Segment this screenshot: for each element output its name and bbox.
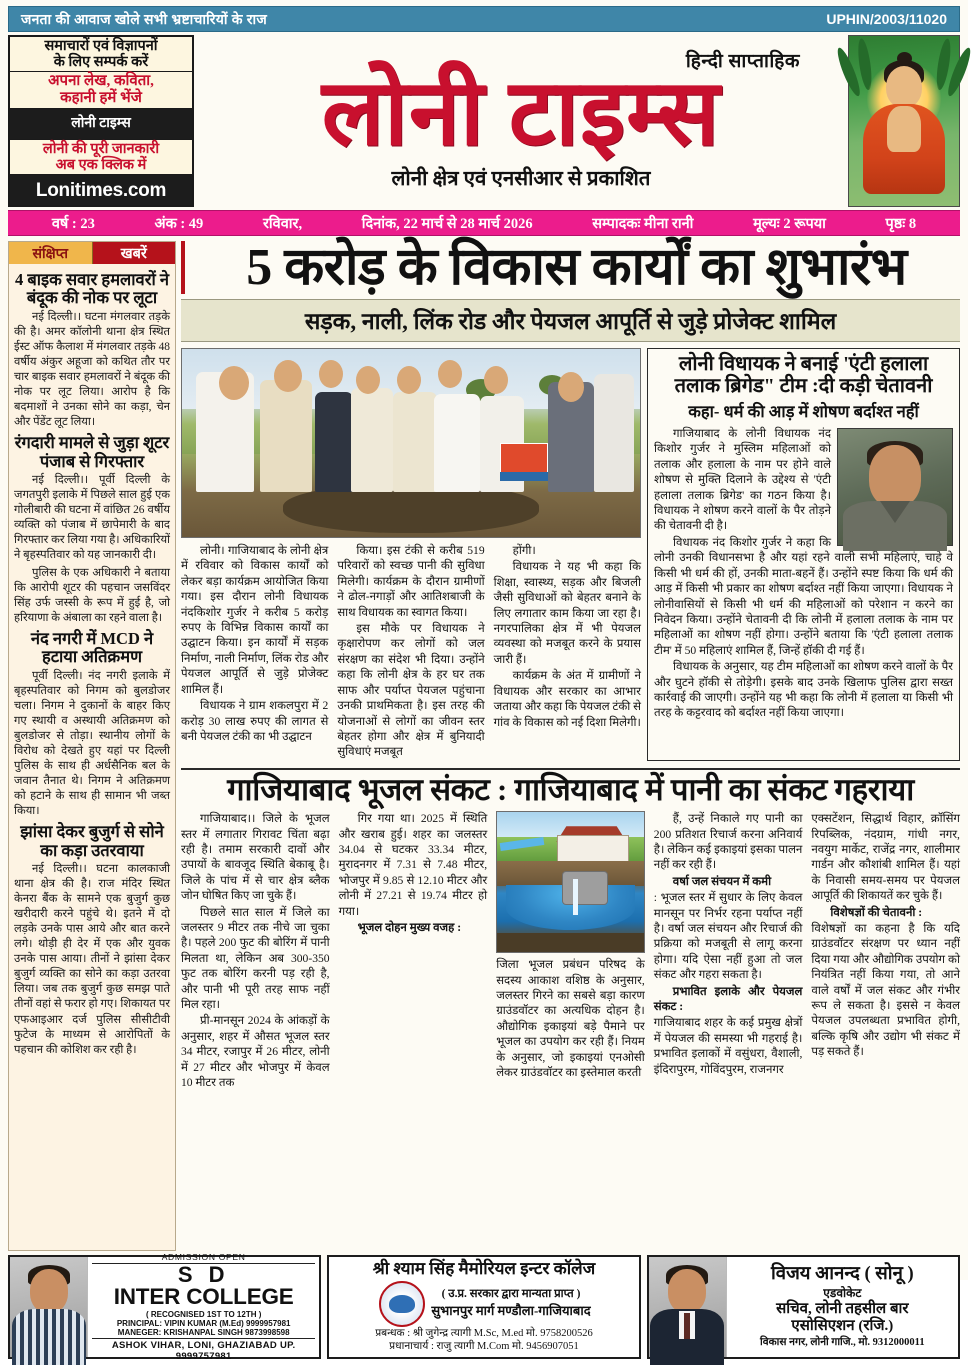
- lead-paragraph: होंगी।: [512, 544, 536, 558]
- mla-subheadline: कहा- धर्म की आड़ में शोषण बर्दाश्त नहीं: [688, 402, 919, 422]
- mla-paragraph: विधायक नंद किशोर गुर्जर ने कहा कि लोनी उनकी विधानसभा है और यहां रहने वाली सभी महिलाएं, चाहे वे किसी भी धर्म की हों, उनकी माता-बहनें हैं। उन्होंने स्पष्ट किया कि धर्म की आड़ में किसी भी प्रकार का शोषण बर्दाश्त नहीं किया जाएगा। विधायक ने लोनीवासियों से किसी भी धर्म की महिलाओं को परेशान न करने का निवेदन किया। उन्होंने चेतावनी दी कि लोनी में हलाला तलाक के नाम पर महिलाओं का शोषण नहीं होगा। उन्होंने बताया कि 'एंटी हलाला तलाक टीम' में 50 महिलाएं शामिल हैं, जिन्हें हॉकी दी गई हैं।: [654, 535, 953, 657]
- photo-person: [315, 392, 353, 492]
- page-title: 5 करोड़ के विकास कार्यों का शुभारंभ: [246, 239, 907, 296]
- masthead-logo: [198, 35, 844, 207]
- masthead-slogan: जनता की आवाज खोले सभी भ्रष्टाचारियों के राज: [21, 10, 267, 27]
- gw-paragraph: गाजियाबाद।। जिले के भूजल स्तर में लगातार गिरावट चिंता बढ़ा रही है। तमाम सरकारी दावों और उपायों के बावजूद स्थिति बेकाबू है। जिले के पांच में से चार क्षेत्र ब्लैक जोन घोषित किए जा चुके हैं।: [181, 812, 330, 903]
- groundwater-story: [181, 768, 960, 1092]
- brief-body: नई दिल्ली।। घटना मंगलवार तड़के की है। अमर कॉलोनी थाना क्षेत्र स्थित ईस्ट ऑफ कैलाश में मंगलवार तड़के 48 वर्षीय अंकुर अहूजा को कथित तौर पर चार बाइक सवार हमलावरों ने बंदूक की नोक पर लूट लिया। आरोप है कि बदमाशों ने उनका सोने का कड़ा, चेन और पेंडेंट लूट लिया।: [14, 310, 170, 429]
- photo-person: [434, 394, 480, 492]
- brief-body: नई दिल्ली।। घटना कालकाजी थाना क्षेत्र की है। राज मंदिर स्थित केनरा बैंक के सामने एक बुजुर्ग कुछ खरीदारी करने पहुंचे थे। इतने में दो लड़के उनके पास आये और बात करने लगे। थोड़ी ही देर में एक और युवक उनके पास आया। तीनों ने झांसा देकर बुजुर्ग व्यक्ति का सोने का कड़ा उतरवा लिया। जब तक बुजुर्ग कुछ समझ पाते तीनों वहां से फरार हो गए। शिकायत पर एफआइआर दर्ज पुलिस सीसीटीवी फुटेज के माध्यम से आरोपितों के पहचान की कोशिश कर रही है।: [14, 863, 170, 1056]
- groundwater-columns: [181, 811, 960, 1091]
- ad-person-shirt: [12, 1309, 86, 1365]
- newspaper-title: लोनी टाइम्स: [321, 61, 721, 164]
- contact-line-6: लोनी की पूरी जानकारी: [42, 140, 160, 157]
- registration-number: UPHIN/2003/11020: [826, 11, 947, 27]
- info-pages: पृष्ठः 8: [885, 216, 917, 232]
- college-emblem-icon: [379, 1281, 425, 1327]
- newspaper-tagline: लोनी क्षेत्र एवं एनसीआर से प्रकाशित: [391, 168, 651, 191]
- gw-col-5: [811, 811, 960, 1091]
- ad-address: विकास नगर, लोनी गाजि., मो. 9312000011: [760, 1337, 925, 1348]
- briefs-column: [8, 241, 176, 1251]
- gw-paragraph: : भूजल स्तर में सुधार के लिए केवल मानसून पर निर्भर रहना पर्याप्त नहीं है। वर्षा जल संचयन और रिचार्ज की प्रक्रिया को मजबूती से लागू करना होगा। यदि ऐसा नहीं हुआ तो जल संकट और गहरा सकता है।: [653, 891, 803, 982]
- ad-recognition: ( RECOGNISED 1ST TO 12TH ): [145, 1309, 262, 1319]
- portrait-head: [869, 445, 921, 507]
- ad-text-block: [88, 1252, 319, 1362]
- mla-headline-line-2: तलाक ब्रिगेड" टीम :दी कड़ी चेतावनी: [674, 375, 933, 398]
- illustration-bedrock: [497, 933, 644, 953]
- info-price: मूल्यः 2 रूपया: [753, 216, 826, 232]
- buddha-image: [848, 35, 960, 207]
- mla-headline-line-1: लोनी विधायक ने बनाई 'एंटी हलाला: [678, 353, 929, 376]
- mla-story-body: [654, 426, 953, 721]
- contact-brand: लोनी टाइम्स: [71, 116, 131, 132]
- story-row-one: [181, 348, 960, 761]
- photo-person: [351, 388, 393, 492]
- briefs-tabs: [9, 242, 175, 264]
- ad-person-photo: [10, 1257, 88, 1357]
- list-item[interactable]: [14, 434, 170, 625]
- gw-paragraph: प्री-मानसून 2024 के आंकड़ों के अनुसार, शहर में औसत भूजल स्तर 34 मीटर, रजापुर में 26 मीटर, लोनी में 27 मीटर और भोजपुर में केवल 10 मीटर तक: [181, 1014, 330, 1090]
- gw-paragraph: गिर गया था। 2025 में स्थिति और खराब हुई। शहर का जलस्तर 34.04 से घटकर 33.34 मीटर, मुरादनगर में 7.31 से 7.48 मीटर, भोजपुर में 9.85 से 12.10 मीटर और लोनी में 27.21 से 19.74 मीटर हो गया।: [338, 812, 488, 918]
- ad-college-name: INTER COLLEGE: [113, 1284, 294, 1310]
- lead-paragraph: विधायक ने यह भी कहा कि शिक्षा, स्वास्थ्य, सड़क और बिजली जैसी सुविधाओं को बेहतर बनाने के लिए लगातार काम किया जा रहा है। नगरपालिका क्षेत्र में भी पेयजल व्यवस्था को मजबूत करने के प्रयास जारी हैं।: [493, 560, 641, 666]
- ad-person-tie: [684, 1313, 690, 1339]
- photo-person-head: [558, 372, 584, 402]
- illustration-well: [562, 871, 608, 905]
- lead-story-columns: [181, 543, 641, 761]
- photo-person: [393, 392, 437, 492]
- photo-person-head: [274, 360, 302, 392]
- advertisement-row: [8, 1252, 960, 1362]
- gw-subhead: प्रभावित इलाके और पेयजल संकट :: [653, 984, 803, 1014]
- ad-principal: प्रधानाचार्य : राजु त्यागी M.Com मो. 9456907051: [389, 1341, 579, 1353]
- lead-paragraph: किया। इस टंकी से करीब 519 परिवारों को स्वच्छ पानी की सुविधा मिलेगी। कार्यक्रम के दौरान ग्रामीणों ने ढोल-नगाड़ों और आतिशबाजी के साथ विधायक का स्वागत किया।: [337, 544, 485, 619]
- ad-vijay-anand-advocate[interactable]: [647, 1255, 960, 1359]
- ad-approval: ( उ.प्र. सरकार द्वारा मान्यता प्राप्त ): [441, 1288, 581, 1301]
- gw-paragraph: पिछले सात साल में जिले का जलस्तर 9 मीटर तक नीचे जा चुका है। पहले 200 फुट की बोरिंग में पानी मिलता था, लेकिन अब 300-350 फुट तक बोरिंग करनी पड़ रही है, और पानी भी पूरी तरह साफ नहीं मिल रहा।: [181, 905, 330, 1012]
- main-area: [181, 241, 960, 1251]
- contact-line-4: कहानी हमें भेंजे: [60, 90, 142, 107]
- ad-text-block: [329, 1257, 638, 1357]
- photo-signboard-strip: [500, 472, 548, 481]
- groundwater-illustration: [496, 811, 645, 953]
- lead-paragraph: कार्यक्रम के अंत में ग्रामीणों ने विधायक और सरकार का आभार जताया और कहा कि पेयजल टंकी से गांव के विकास को नई दिशा मिलेगी।: [493, 669, 641, 729]
- brief-body: नई दिल्ली।। पूर्वी दिल्ली के जगतपुरी इलाके में पिछले साल हुई एक गोलीबारी की घटना में वांछित 26 वर्षीय व्यक्ति को पंजाब में छापेमारी के बाद गिरफ्तार कर लिया गया है। अधिकारियों ने बृहस्पतिवार को यह जानकारी दी।: [14, 474, 170, 562]
- ad-address: ASHOK VIHAR, LONI, GHAZIABAD UP. 9999757981: [92, 1338, 315, 1362]
- briefs-list: [9, 264, 175, 1064]
- ad-person-photo: [649, 1257, 727, 1357]
- gw-col-2: [339, 811, 488, 1091]
- lead-paragraph: विधायक ने ग्राम शकलपुरा में 2 करोड़ 30 लाख रुपए की लागत से बनी पेयजल टंकी का भी उद्घाटन: [181, 699, 329, 743]
- mla-paragraph: गाजियाबाद के लोनी विधायक नंद किशोर गुर्जर ने मुस्लिम महिलाओं को तलाक और हलाला के नाम पर होने वाले शोषण से मुक्ति दिलाने के उद्देश्य से 'एंटी हलाला तलाक ब्रिगेड' का गठन किया है। विधायक ने शोषण करने वालों के पैर तोड़ने की चेतावनी दी है।: [654, 427, 831, 533]
- ad-college-initials: S D: [177, 1262, 230, 1288]
- ad-address: सुभानपुर मार्ग मण्डौला-गाजियाबाद: [431, 1303, 591, 1319]
- tab-khabren[interactable]: खबरें: [93, 242, 176, 264]
- gw-paragraph: एक्सटेंशन, सिद्धार्थ विहार, क्रॉसिंग रिपब्लिक, नंदग्राम, गांधी नगर, नवयुग मार्केट, राजेंद्र नगर, शालीमार गार्डन और कौशांबी शामिल हैं। यहां के निवासी समय-समय पर पेयजल आपूर्ति की शिकायतें कर चुके हैं।: [811, 812, 960, 903]
- mla-paragraph: विधायक के अनुसार, यह टीम महिलाओं का शोषण करने वालों के पैर और घुटने हॉकी से तोड़ेगी। इसके बाद उनके खिलाफ पुलिस द्वारा सख्त कार्रवाई की जाएगी। उन्होंने यह भी कहा कि लोनी में हलाला या किसी भी तरह के कट्टरवाद को बर्दाश्त नहीं किया जाएगा।: [654, 660, 953, 720]
- mla-story: [647, 348, 960, 761]
- lead-story: [181, 348, 641, 761]
- lead-headline-block: [181, 241, 960, 294]
- brief-headline: नंद नगरी में MCD ने हटाया अतिक्रमण: [30, 628, 154, 667]
- ad-shyam-singh-college[interactable]: [327, 1255, 640, 1359]
- buddha-head: [886, 66, 922, 108]
- list-item[interactable]: [14, 271, 170, 430]
- info-editor: सम्पादकः मीना रानी: [592, 216, 694, 232]
- masthead: [8, 35, 960, 207]
- lead-col-3: [494, 543, 641, 761]
- contact-advert-box: [8, 35, 194, 207]
- contact-brand-row: [10, 109, 192, 140]
- contact-line-2: के लिए सम्पर्क करें: [53, 54, 149, 71]
- groundwater-headline: गाजियाबाद भूजल संकट : गाजियाबाद में पानी का संकट गहराया: [227, 771, 914, 807]
- list-item[interactable]: [14, 823, 170, 1058]
- gw-col-1: [181, 811, 330, 1091]
- gw-col-4: [654, 811, 803, 1091]
- brief-headline: रंगदारी मामले से जुड़ा शूटर पंजाब से गिरफ्तार: [14, 433, 170, 471]
- gw-col-3: [496, 811, 645, 1091]
- gw-paragraph: विशेषज्ञों का कहना है कि यदि ग्राउंडवॉटर संरक्षण पर ध्यान नहीं दिया गया और औद्योगिक उपयोग को नियंत्रित नहीं किया गया, तो आने वाले वर्षों में जल संकट और गंभीर रूप ले सकता है। इससे न केवल पेयजल उपलब्धता प्रभावित होगी, बल्कि कृषि और उद्योग भी संकट में पड़ सकते हैं।: [811, 922, 960, 1059]
- website-link[interactable]: Lonitimes.com: [35, 179, 167, 201]
- gw-subhead: वर्षा जल संचयन में कमी: [672, 874, 772, 888]
- info-issue: अंक : 49: [154, 216, 204, 232]
- ad-manager: MANEGER: KRISHANPAL SINGH 9873998598: [117, 1327, 290, 1337]
- illustration-pipe: [573, 879, 578, 915]
- mla-portrait-photo: [837, 428, 953, 546]
- contact-line-3: अपना लेख, कविता,: [48, 73, 154, 90]
- ad-college-name: श्री श्याम सिंह मैमोरियल इन्टर कॉलेज: [372, 1259, 596, 1279]
- ad-person-name: विजय आनन्द ( सोनू ): [771, 1263, 914, 1284]
- tab-sankshipt[interactable]: संक्षिप्त: [9, 242, 93, 264]
- info-day: रविवार,: [262, 216, 303, 232]
- issue-info-bar: [8, 210, 960, 236]
- contact-line-6-7: [10, 140, 192, 175]
- hindi-weekly-label: हिन्दी साप्ताहिक: [685, 51, 800, 72]
- lead-paragraph: इस मौके पर विधायक ने कृक्षारोपण कर लोगों को जल संरक्षण का संदेश भी दिया। उन्होंने कहा कि लोनी क्षेत्र के हर घर तक साफ और पर्याप्त पेयजल पहुंचाना उनकी प्राथमिकता है। इस तरह की योजनाओं से लोगों का जीवन स्तर बेहतर होगा और क्षेत्र में बुनियादी सुविधाएं मजबूत: [337, 622, 485, 759]
- ad-manager: प्रबन्धक : श्री जुगेन्द्र त्यागी M.Sc, M.ed मो. 9758200526: [375, 1327, 593, 1339]
- page-content: [8, 241, 960, 1251]
- info-date: दिनांक, 22 मार्च से 28 मार्च 2026: [361, 216, 533, 232]
- gw-paragraph: हैं, उन्हें निकाले गए पानी का 200 प्रतिशत रिचार्ज करना अनिवार्य है। लेकिन कई इकाइयां इसका पालन नहीं कर रही हैं।: [653, 812, 803, 872]
- lead-col-1: [181, 543, 328, 761]
- photo-person-head: [356, 366, 380, 394]
- contact-website-row[interactable]: [10, 175, 192, 205]
- ad-principal: PRINCIPAL: VIPIN KUMAR (M.Ed) 9999957981: [116, 1318, 291, 1328]
- photo-person-head: [219, 366, 249, 400]
- contact-line-1: समाचारों एवं विज्ञापनों: [44, 38, 158, 54]
- ad-role-line-2: एसोसिएशन (रजि.): [791, 1318, 894, 1335]
- top-strip: [8, 6, 960, 32]
- brief-body: पूर्वी दिल्ली। नंद नगरी इलाके में बृहस्पतिवार को निगम को बुलडोजर चला। निगम ने दुकानों के बाहर किए गए स्थायी व अस्थायी अतिक्रमण को बुलडोजर से तोड़ा। स्थानीय लोगों के विरोध को देखते हुए यहां पर दिल्ली पुलिस के साथ ही अर्धसैनिक बल के जवान तैनात थे। निगम ने अतिक्रमण को हटाने के साथ ही सामान भी जब्त किया।: [14, 669, 170, 818]
- ad-text-block: [727, 1257, 958, 1357]
- ad-designation: एडवोकेट: [823, 1286, 862, 1301]
- contact-line-3-4: [10, 72, 192, 109]
- brief-headline: 4 बाइक सवार हमलावरों ने बंदूक की नोक पर लूटा: [14, 270, 169, 308]
- ad-person-head: [30, 1269, 68, 1313]
- buddha-shoulder: [887, 106, 921, 152]
- lead-subheadline: सड़क, नाली, लिंक रोड और पेयजल आपूर्ति से जुड़े प्रोजेक्ट शामिल: [181, 299, 960, 342]
- ad-person-head: [668, 1269, 706, 1313]
- lead-col-2: [337, 543, 484, 761]
- lead-story-photo: [181, 348, 641, 538]
- photo-person: [594, 374, 634, 492]
- brief-body-2: पुलिस के एक अधिकारी ने बताया कि आरोपी शूटर की पहचान जसविंदर सिंह उर्फ जस्सी के रूप में हुई है, जो हरियाणा के अंबाला का रहने वाला है।: [14, 566, 170, 624]
- gw-paragraph: गाजियाबाद शहर के कई प्रमुख क्षेत्रों में पेयजल की समस्या भी गहराई है। प्रभावित इलाकों में वसुंधरा, वैशाली, इंदिरापुरम, गोविंदपुरम, राजनगर: [653, 1016, 803, 1076]
- list-item[interactable]: [14, 630, 170, 819]
- gw-subhead: भूजल दोहन मुख्य वजह :: [357, 921, 462, 935]
- ad-role-line-1: सचिव, लोनी तहसील बार: [776, 1301, 909, 1318]
- ad-sd-inter-college[interactable]: [8, 1252, 321, 1362]
- info-year: वर्ष : 23: [51, 216, 95, 232]
- gw-paragraph: जिला भूजल प्रबंधन परिषद के सदस्य आकाश वशिष्ठ के अनुसार, जलस्तर गिरने का सबसे बड़ा कारण ग्राउंडवॉटर का अत्यधिक दोहन है। औद्योगिक इकाइयां बड़े पैमाने पर भूजल का उपयोग कर रही हैं। नियम के अनुसार, जो इकाइयां एनओसी लेकर ग्राउंडवॉटर का इस्तेमाल करती: [496, 958, 645, 1080]
- gw-subhead: विशेषज्ञों की चेतावनी :: [830, 905, 923, 919]
- ad-admission-label: ADMISSION OPEN: [92, 1252, 315, 1264]
- contact-line-1-2: [10, 37, 192, 72]
- brief-headline: झांसा देकर बुजुर्ग से सोने का कड़ा उतरवाया: [20, 822, 164, 860]
- contact-line-7: अब एक क्लिक में: [55, 157, 147, 174]
- photo-person: [260, 380, 312, 492]
- lead-paragraph: लोनी। गाजियाबाद के लोनी क्षेत्र में रविवार को विकास कार्यों को लेकर बड़ा कार्यक्रम आयोजित किया गया। इस दौरान लोनी विधायक नंदकिशोर गुर्जर ने करीब 5 करोड़ रुपए के विभिन्न विकास कार्यों का उद्घाटन किया। इन कार्यों में सड़क निर्माण, नाली निर्माण, लिंक रोड और पेयजल आपूर्ति से जुड़े प्रोजेक्ट शामिल हैं।: [181, 544, 329, 696]
